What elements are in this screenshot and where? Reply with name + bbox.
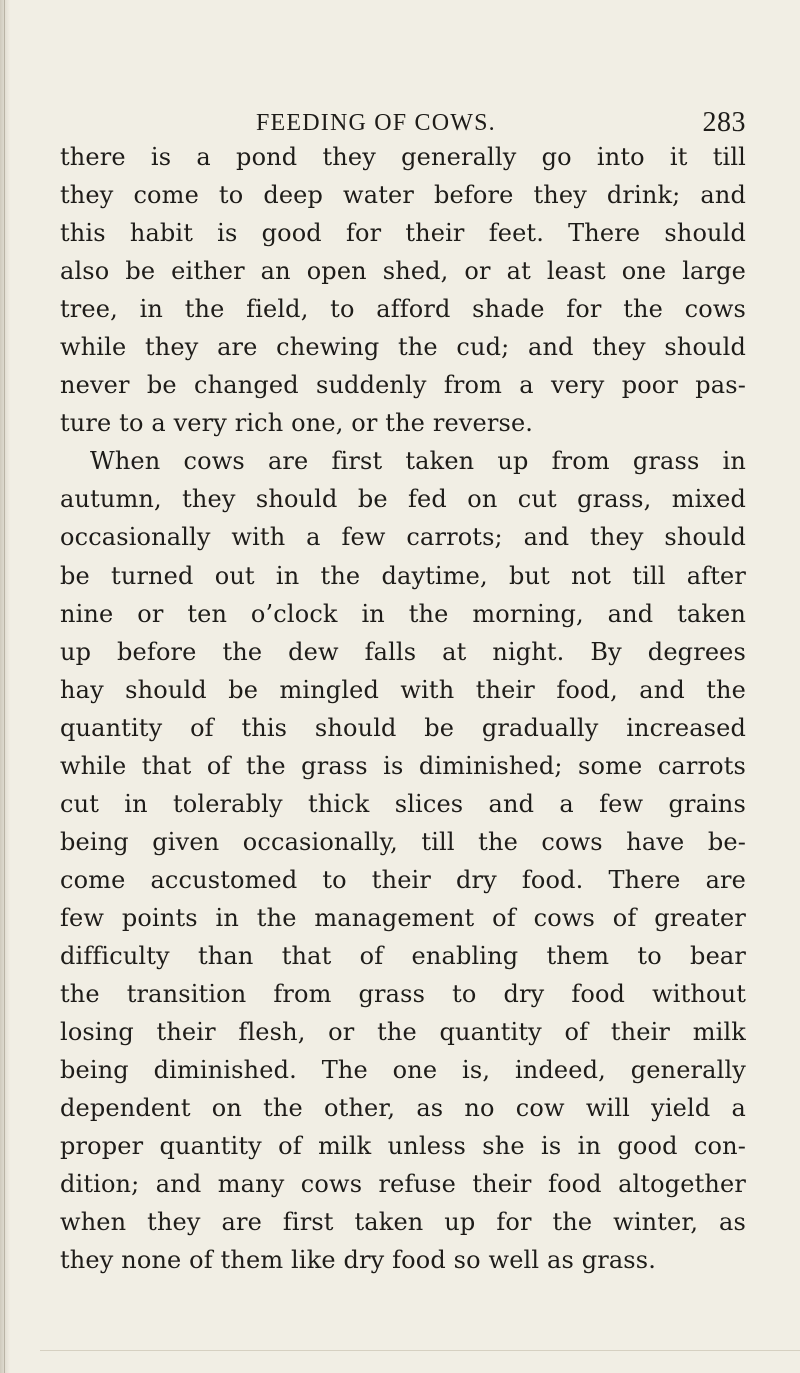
text-line: cut in tolerably thick slices and a few grains [60, 789, 746, 818]
page-number: 283 [702, 107, 746, 138]
text-line: ture to a very rich one, or the reverse. [60, 409, 534, 438]
text-line: autumn, they should be fed on cut grass, mixed [60, 485, 746, 514]
page-binding-edge [0, 0, 10, 1373]
text-line: this habit is good for their feet. There should [60, 219, 746, 248]
text-line: while that of the grass is diminished; some carrots [60, 751, 746, 780]
text-line: hay should be mingled with their food, and the [60, 675, 746, 704]
text-line: up before the dew falls at night. By degrees [60, 637, 746, 666]
text-line: never be changed suddenly from a very poor pas- [60, 371, 746, 400]
text-line: being given occasionally, till the cows have be- [60, 827, 746, 856]
text-line: they come to deep water before they drink; and [60, 181, 746, 210]
text-line: When cows are first taken up from grass in [90, 447, 746, 476]
body-text [60, 138, 746, 1279]
text-line: when they are first taken up for the winter, as [60, 1208, 746, 1237]
text-line: while they are chewing the cud; and they should [60, 333, 746, 362]
book-page [60, 0, 750, 1373]
text-line: dition; and many cows refuse their food altogether [60, 1170, 746, 1199]
text-line: they none of them like dry food so well as grass. [60, 1246, 656, 1275]
text-line: there is a pond they generally go into it till [60, 143, 746, 171]
page-bottom-edge [40, 1350, 800, 1351]
text-line: also be either an open shed, or at least one large [60, 257, 746, 286]
text-line: quantity of this should be gradually increased [60, 713, 746, 742]
text-line: difficulty than that of enabling them to bear [60, 941, 746, 970]
text-line: come accustomed to their dry food. There are [60, 865, 746, 894]
text-line: be turned out in the daytime, but not till after [60, 561, 746, 590]
text-line: occasionally with a few carrots; and they should [60, 523, 746, 552]
text-line: dependent on the other, as no cow will yield a [60, 1094, 746, 1123]
text-line: tree, in the field, to afford shade for the cows [60, 295, 746, 324]
text-line: few points in the management of cows of greater [60, 903, 746, 932]
text-line: being diminished. The one is, indeed, generally [60, 1056, 746, 1085]
text-line: proper quantity of milk unless she is in good con- [60, 1132, 746, 1161]
text-line: losing their flesh, or the quantity of their milk [60, 1018, 746, 1047]
running-title: FEEDING OF COWS. [256, 110, 496, 136]
text-line: nine or ten o’clock in the morning, and taken [60, 599, 746, 628]
text-line: the transition from grass to dry food without [60, 980, 746, 1009]
page-header [60, 106, 746, 140]
